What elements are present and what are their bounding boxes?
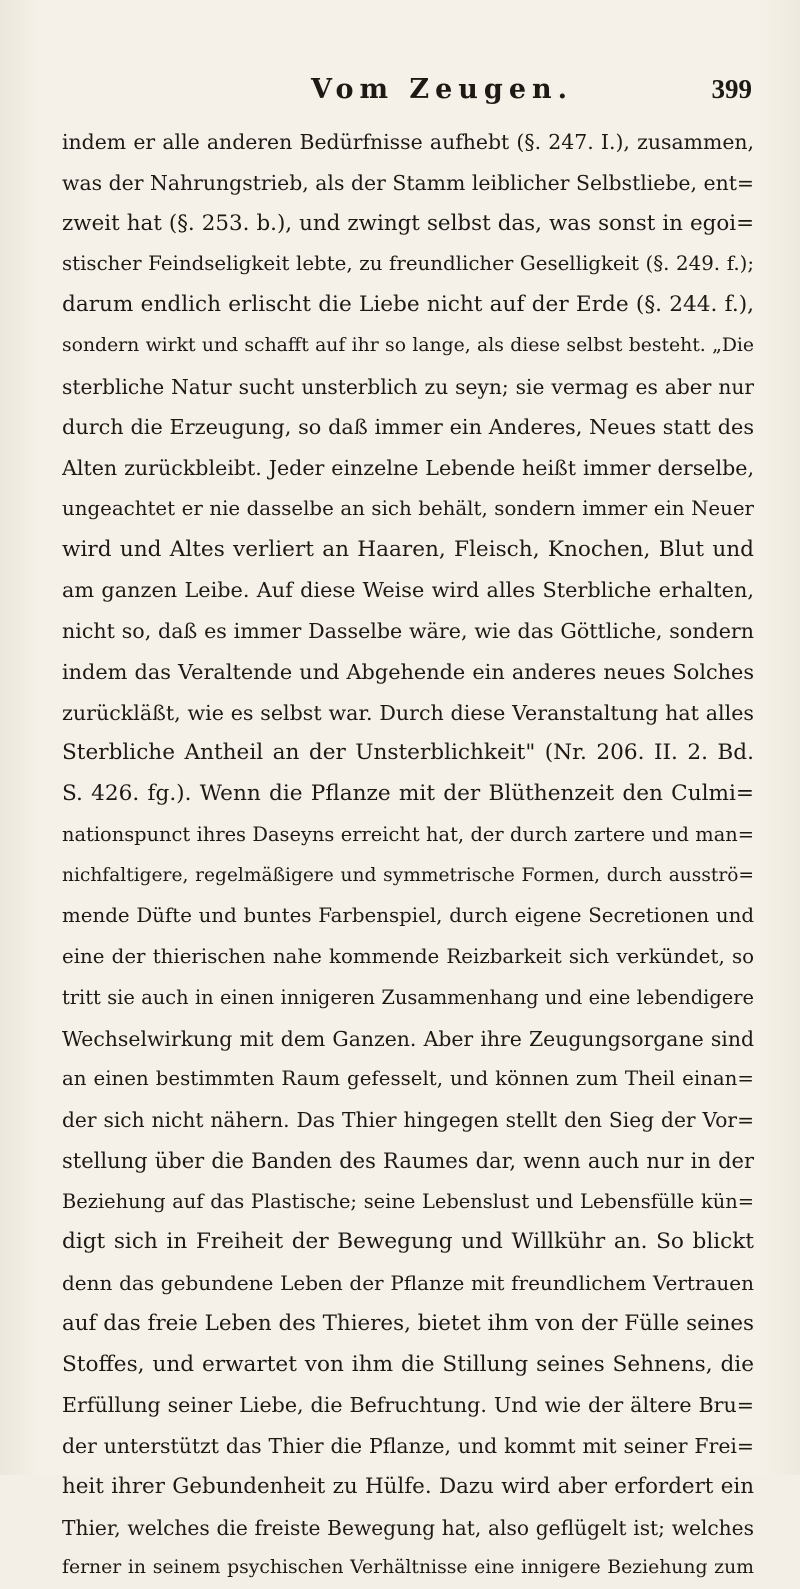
- text-line: heit ihrer Gebundenheit zu Hülfe. Dazu wird aber erfordert ein: [62, 1473, 754, 1499]
- text-line: tritt sie auch in einen innigeren Zusammenhang und eine lebendigere: [62, 985, 754, 1009]
- text-line: wird und Altes verliert an Haaren, Fleisch, Knochen, Blut und: [62, 536, 754, 562]
- text-line: ungeachtet er nie dasselbe an sich behält, sondern immer ein Neuer: [62, 496, 754, 520]
- text-line: am ganzen Leibe. Auf diese Weise wird alles Sterbliche erhalten,: [62, 578, 754, 603]
- text-line: stischer Feindseligkeit lebte, zu freundlicher Geselligkeit (§. 249. f.);: [62, 252, 754, 276]
- text-line: denn das gebundene Leben der Pflanze mit freundlichem Vertrauen: [62, 1271, 754, 1295]
- text-line: Erfüllung seiner Liebe, die Befruchtung. Und wie der ältere Bru=: [62, 1393, 754, 1418]
- text-line: nicht so, daß es immer Dasselbe wäre, wie das Göttliche, sondern: [62, 619, 754, 643]
- page-header: [62, 74, 752, 114]
- text-line: durch die Erzeugung, so daß immer ein Anderes, Neues statt des: [62, 415, 754, 440]
- text-line: Thier, welches die freiste Bewegung hat, also geflügelt ist; welches: [62, 1515, 754, 1540]
- text-line: digt sich in Freiheit der Bewegung und Willkühr an. So blickt: [62, 1229, 754, 1255]
- body-text: [62, 122, 754, 1589]
- text-line: auf das freie Leben des Thieres, bietet ihm von der Fülle seines: [62, 1310, 754, 1336]
- text-line: nationspunct ihres Daseyns erreicht hat, der durch zartere und man=: [62, 822, 754, 846]
- text-line: sterbliche Natur sucht unsterblich zu seyn; sie vermag es aber nur: [62, 374, 754, 399]
- text-line: indem das Veraltende und Abgehende ein anderes neues Solches: [62, 659, 754, 684]
- text-line: Beziehung auf das Plastische; seine Lebenslust und Lebensfülle kün=: [62, 1189, 754, 1213]
- text-line: Stoffes, und erwartet von ihm die Stillung seines Sehnens, die: [62, 1351, 754, 1377]
- text-line: eine der thierischen nahe kommende Reizbarkeit sich verkündet, so: [62, 945, 754, 968]
- text-line: Alten zurückbleibt. Jeder einzelne Lebende heißt immer derselbe,: [62, 456, 754, 480]
- running-title: Vom Zeugen.: [310, 74, 574, 105]
- text-line: der sich nicht nähern. Das Thier hingegen stellt den Sieg der Vor=: [62, 1108, 754, 1132]
- text-line: indem er alle anderen Bedürfnisse aufhebt (§. 247. I.), zusammen,: [62, 130, 754, 154]
- text-line: S. 426. fg.). Wenn die Pflanze mit der Blüthenzeit den Culmi=: [62, 781, 754, 806]
- text-line: ferner in seinem psychischen Verhältnisse eine innigere Beziehung zum: [62, 1557, 754, 1579]
- page-number: 399: [711, 74, 752, 104]
- text-line: nichfaltigere, regelmäßigere und symmetrische Formen, durch ausströ=: [62, 864, 754, 886]
- text-line: zurückläßt, wie es selbst war. Durch diese Veranstaltung hat alles: [62, 700, 754, 725]
- text-line: Wechselwirkung mit dem Ganzen. Aber ihre Zeugungsorgane sind: [62, 1026, 754, 1051]
- text-line: Sterbliche Antheil an der Unsterblichkeit" (Nr. 206. II. 2. Bd.: [62, 740, 754, 766]
- text-line: stellung über die Banden des Raumes dar, wenn auch nur in der: [62, 1148, 754, 1173]
- text-line: mende Düfte und buntes Farbenspiel, durch eigene Secretionen und: [62, 904, 754, 928]
- text-line: darum endlich erlischt die Liebe nicht auf der Erde (§. 244. f.),: [62, 292, 754, 317]
- text-line: zweit hat (§. 253. b.), und zwingt selbst das, was sonst in egoi=: [62, 210, 754, 236]
- text-line: sondern wirkt und schafft auf ihr so lange, als diese selbst besteht. „Die: [62, 334, 754, 356]
- text-line: was der Nahrungstrieb, als der Stamm leiblicher Selbstliebe, ent=: [62, 170, 754, 195]
- text-line: an einen bestimmten Raum gefesselt, und können zum Theil einan=: [62, 1067, 754, 1091]
- text-line: der unterstützt das Thier die Pflanze, und kommt mit seiner Frei=: [62, 1434, 754, 1458]
